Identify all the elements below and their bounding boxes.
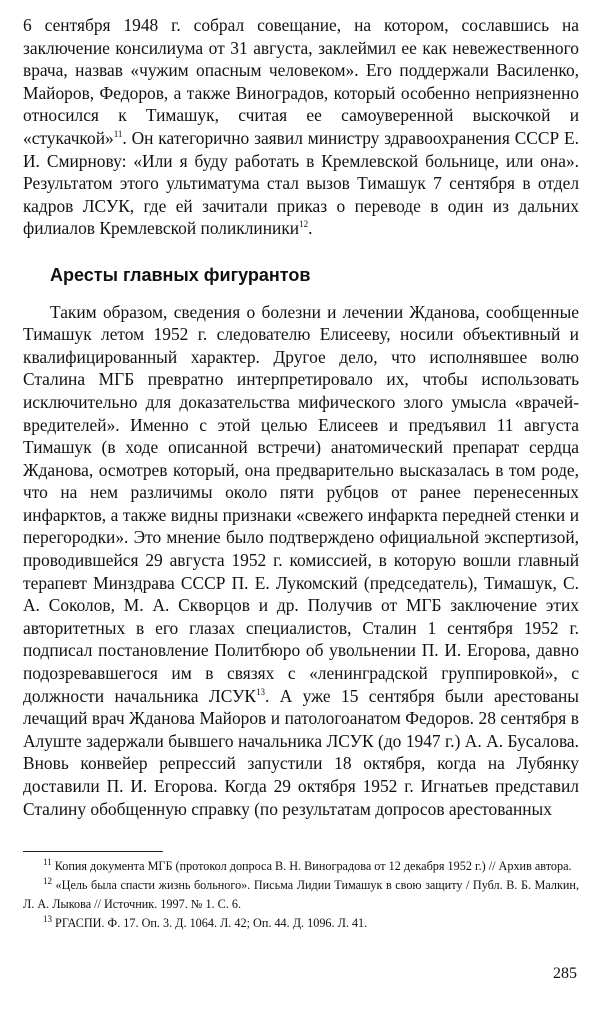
footnote-ref-12: 12 xyxy=(299,219,309,230)
footnote-number: 11 xyxy=(43,856,52,867)
paragraph-top-text-2: . Он категорично заявил министру здравоохранения СССР Е. И. Смирнову: «Или я буду работать в Кремлевской больнице, или она». Результатом этого ультиматума стал вызов Тимашук 7 сентября в отдел кадров ЛСУК, где ей зачитали приказ о переводе в один из дальних филиалов Кремлевской поликлиники xyxy=(23,127,579,239)
footnote-divider xyxy=(23,851,163,852)
paragraph-main xyxy=(23,301,579,821)
main-text xyxy=(23,14,579,820)
paragraph-top-text-3: . xyxy=(308,218,313,239)
paragraph-main-text-2: . А уже 15 сентября были арестованы лечащий врач Жданова Майоров и патологоанатом Федоров. 28 сентября в Алуште задержали бывшего начальника ЛСУК (до 1947 г.) А. А. Бусалова. Вновь конвейер репрессий запустили 18 октября, когда на Лубянку доставили П. И. Егорова. Когда 29 октября 1952 г. Игнатьев представил Сталину обобщенную справку (по результатам допросов арестованных xyxy=(23,685,579,819)
paragraph-top-text-1: 6 сентября 1948 г. собрал совещание, на котором, сославшись на заключение консилиума от 31 августа, заклеймил ее как невежественного врача, назвав «чужим опасным человеком». Его поддержали Василенко, Майоров, Федоров, а также Виноградов, который особенно неприязненно относился к Тимашук, считая ее самоуверенной выскочкой и «стукачкой» xyxy=(23,15,579,148)
paragraph-main-text-1: Таким образом, сведения о болезни и лечении Жданова, сообщенные Тимашук летом 1952 г. следователю Елисееву, носили объективный и квалифицированный характер. Другое дело, что исполнявшее волю Сталина МГБ превратно интерпретировало их, чтобы использовать исключительно для доказательства мифического злого умысла «врачей-вредителей». Именно с этой целью Елисеев и предъявил 11 августа Тимашук (в ходе описанной встречи) анатомический препарат сердца Жданова, осмотрев который, она предварительно высказалась в том роде, что на нем различимы около пяти рубцов от ранее перенесенных инфарктов, а также видны признаки «свежего инфаркта передней стенки и перегородки». Это мнение было подтверждено официальной экспертизой, проводившейся 29 августа 1952 г. комиссией, в которую вошли главный терапевт Минздрава СССР П. Е. Лукомский (председатель), Тимашук, С. А. Соколов, М. А. Скворцов и др. Получив от МГБ заключение этих авторитетных в его глазах специалистов, Сталин 1 сентября 1952 г. подписал постановление Политбюро об увольнении П. И. Егорова, давно подозревавшегося им в связях с «ленинградской группировкой», с должности начальника ЛСУК xyxy=(23,301,579,706)
section-heading: Аресты главных фигурантов xyxy=(50,264,311,285)
footnote-ref-11: 11 xyxy=(113,129,123,140)
page-number: 285 xyxy=(553,965,577,982)
footnotes xyxy=(23,857,579,933)
footnote-text: «Цель была спасти жизнь больного». Письма Лидии Тимашук в свою защиту / Публ. В. Б. Малкин, Л. А. Лыкова // Источник. 1997. № 1. С. 6. xyxy=(23,878,579,911)
footnote-item xyxy=(23,914,579,933)
footnote-text: Копия документа МГБ (протокол допроса В. Н. Виноградова от 12 декабря 1952 г.) // Архив автора. xyxy=(54,859,572,873)
footnote-text: РГАСПИ. Ф. 17. Оп. 3. Д. 1064. Л. 42; Оп. 44. Д. 1096. Л. 41. xyxy=(55,916,368,930)
footnote-number: 13 xyxy=(43,913,52,924)
footnote-item xyxy=(23,876,579,914)
footnote-ref-13: 13 xyxy=(256,686,265,697)
footnote-item xyxy=(23,857,579,876)
paragraph-top xyxy=(23,14,579,240)
footnote-number: 12 xyxy=(43,875,52,886)
